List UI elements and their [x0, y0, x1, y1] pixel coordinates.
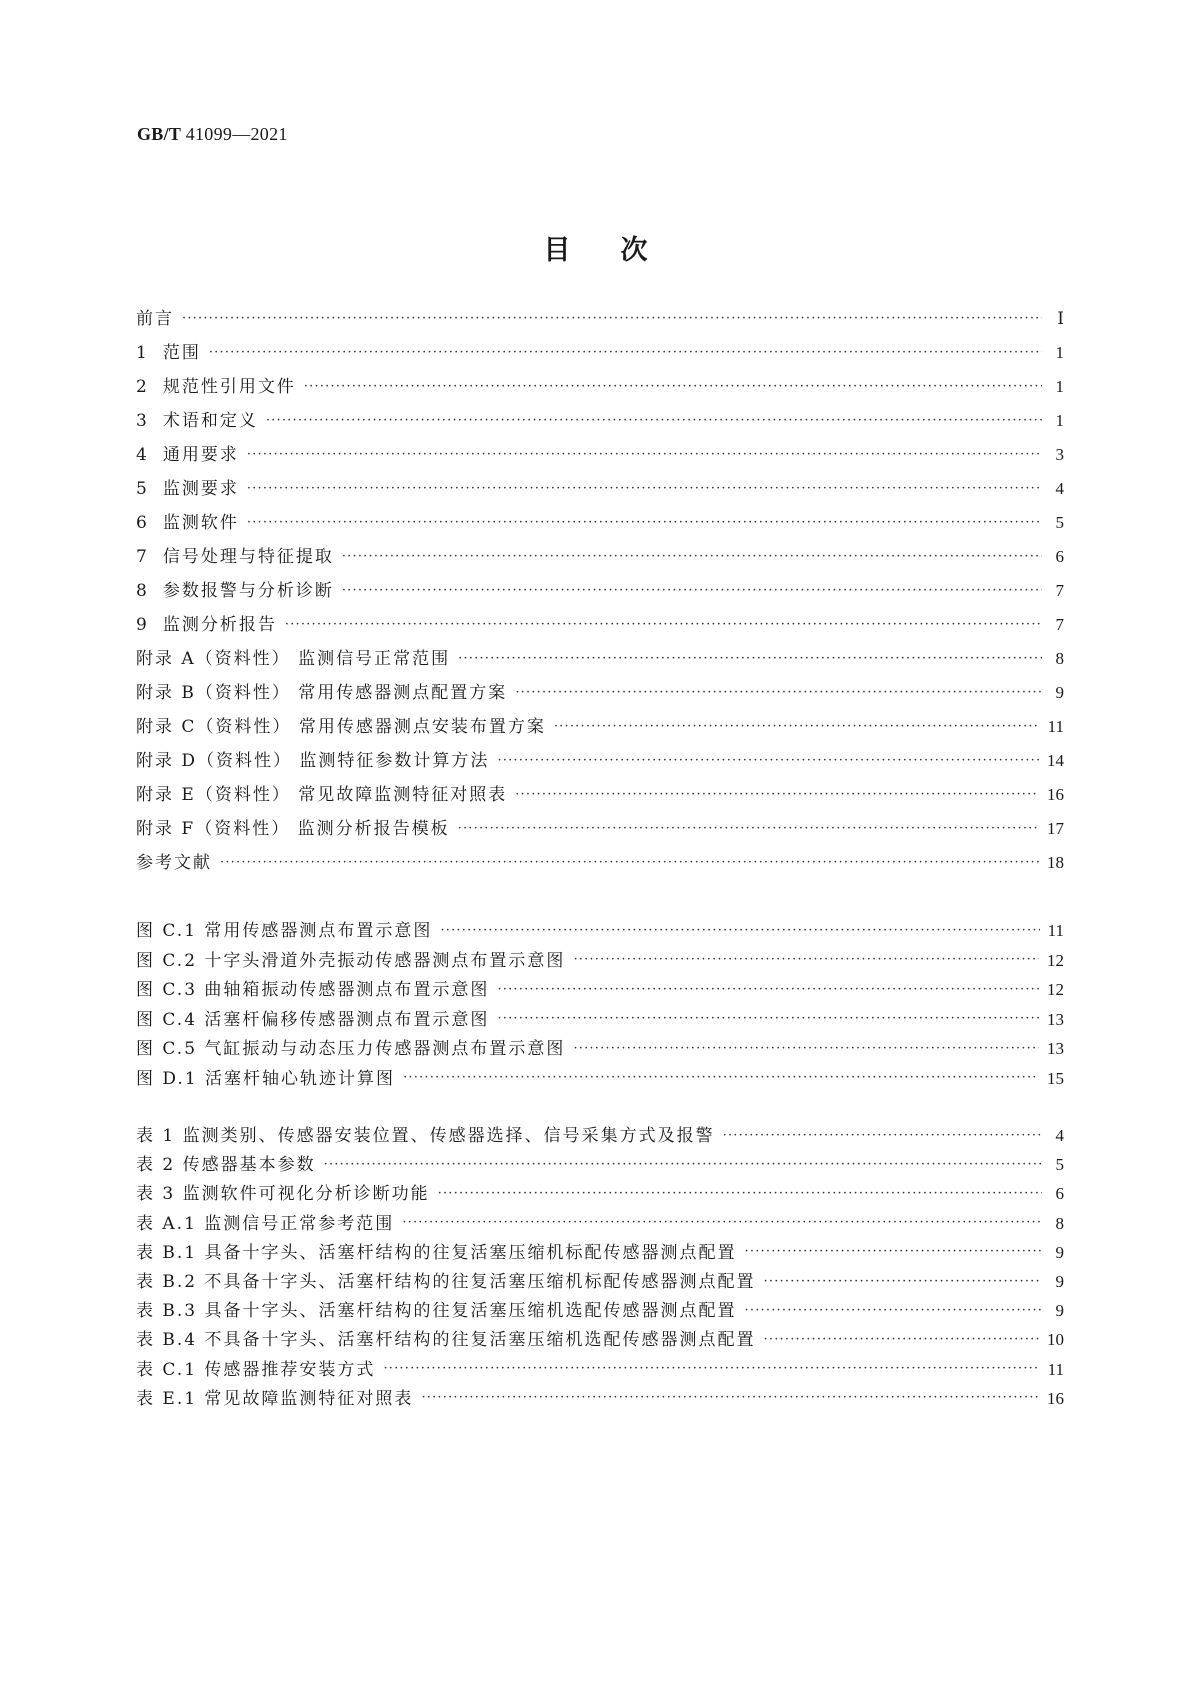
toc-entry[interactable]	[136, 302, 1064, 336]
toc-page-number: 1	[1055, 377, 1064, 396]
toc-entry-label	[136, 778, 507, 812]
dot-leader	[209, 346, 1042, 360]
toc-page-number: 11	[1047, 717, 1064, 736]
toc-entry-label	[136, 336, 201, 370]
toc-page-number: 7	[1055, 615, 1064, 634]
toc-entry-label	[136, 1035, 565, 1065]
toc-entry-number: 1	[136, 343, 147, 363]
toc-entry-title: 附录 D（资料性） 监测特征参数计算方法	[136, 751, 490, 771]
dot-leader	[421, 1391, 1039, 1405]
dot-leader	[440, 924, 1039, 938]
toc-page-number: 5	[1055, 513, 1064, 532]
toc-entry-title: 表 B.1 具备十字头、活塞杆结构的往复活塞压缩机标配传感器测点配置	[136, 1242, 737, 1263]
toc-entry-label	[136, 1385, 413, 1414]
toc-entry[interactable]	[136, 676, 1064, 710]
toc-entry-title: 附录 C（资料性） 常用传感器测点安装布置方案	[136, 717, 546, 737]
table-list-entry[interactable]	[136, 1179, 1064, 1208]
dot-leader	[515, 788, 1039, 802]
toc-page-number: 7	[1055, 581, 1064, 600]
toc-entry-label	[136, 846, 212, 880]
toc-entry-title: 图 D.1 活塞杆轴心轨迹计算图	[136, 1068, 396, 1089]
toc-entry-title: 规范性引用文件	[162, 377, 296, 397]
dot-leader	[324, 1158, 1042, 1172]
dot-leader	[764, 1333, 1039, 1347]
toc-page-number: 13	[1047, 1009, 1064, 1029]
toc-entry[interactable]	[136, 438, 1064, 472]
toc-entry-number: 4	[136, 445, 147, 465]
toc-entry-title: 表 A.1 监测信号正常参考范围	[136, 1213, 395, 1234]
dot-leader	[573, 1042, 1039, 1056]
table-list-entry[interactable]	[136, 1267, 1064, 1296]
dot-leader	[458, 822, 1039, 836]
toc-entry-title: 参考文献	[136, 853, 212, 873]
toc-entry-title: 前言	[136, 309, 174, 329]
toc-page-number: 16	[1047, 1388, 1064, 1408]
toc-entry-title: 通用要求	[162, 445, 239, 465]
dot-leader	[403, 1071, 1039, 1085]
toc-entry-label	[136, 1180, 430, 1209]
toc-entry-title: 表 1 监测类别、传感器安装位置、传感器选择、信号采集方式及报警	[136, 1126, 715, 1146]
figure-list-entry[interactable]	[136, 946, 1064, 976]
toc-entry-title: 表 C.1 传感器推荐安装方式	[136, 1359, 376, 1380]
toc-entry-title: 表 2 传感器基本参数	[136, 1155, 316, 1176]
toc-entry-label	[136, 1210, 394, 1239]
dot-leader	[515, 686, 1042, 700]
toc-page-number: 8	[1055, 649, 1064, 668]
toc-entry-title: 范围	[162, 343, 201, 363]
table-list-entry[interactable]	[136, 1325, 1064, 1354]
toc-entry-title: 监测分析报告	[162, 615, 277, 635]
standard-code	[137, 124, 288, 145]
table-list-entry[interactable]	[136, 1296, 1064, 1325]
figure-list-entry[interactable]	[136, 1005, 1064, 1035]
toc-entry-label	[136, 812, 450, 846]
toc-entry-label	[136, 574, 334, 608]
toc-entry-label	[136, 1268, 756, 1297]
table-list-entry[interactable]	[136, 1121, 1064, 1150]
toc-page-number: Ⅰ	[1057, 309, 1064, 328]
toc-entry-label	[136, 1151, 316, 1180]
dot-leader	[402, 1216, 1042, 1230]
toc-entry[interactable]	[136, 812, 1064, 846]
figure-toc-list	[136, 916, 1064, 1093]
toc-entry-label	[136, 1297, 737, 1326]
toc-entry-title: 附录 B（资料性） 常用传感器测点配置方案	[136, 683, 508, 703]
toc-entry[interactable]	[136, 778, 1064, 812]
toc-page-number: 11	[1047, 1359, 1064, 1379]
toc-entry[interactable]	[136, 472, 1064, 506]
toc-entry-title: 表 B.3 具备十字头、活塞杆结构的往复活塞压缩机选配传感器测点配置	[136, 1301, 737, 1322]
dot-leader	[383, 1362, 1039, 1376]
table-list-entry[interactable]	[136, 1238, 1064, 1267]
dot-leader	[342, 550, 1042, 564]
toc-entry[interactable]	[136, 370, 1064, 404]
toc-entry-title: 表 B.4 不具备十字头、活塞杆结构的往复活塞压缩机选配传感器测点配置	[136, 1330, 756, 1351]
dot-leader	[723, 1129, 1042, 1143]
toc-page-number: 6	[1055, 1184, 1064, 1204]
toc-entry-title: 图 C.1 常用传感器测点布置示意图	[136, 921, 433, 941]
main-toc-list	[136, 302, 1064, 880]
toc-entry-label	[136, 472, 239, 506]
dot-leader	[438, 1187, 1042, 1201]
toc-entry-title: 图 C.4 活塞杆偏移传感器测点布置示意图	[136, 1009, 490, 1030]
toc-page-number: 8	[1055, 1213, 1064, 1233]
figure-list-entry[interactable]	[136, 916, 1064, 946]
toc-page-number: 4	[1055, 1126, 1064, 1145]
table-list-entry[interactable]	[136, 1209, 1064, 1238]
dot-leader	[247, 516, 1042, 530]
toc-entry[interactable]	[136, 744, 1064, 778]
toc-page-number: 4	[1055, 479, 1064, 498]
toc-entry-label	[136, 1239, 737, 1268]
toc-entry-title: 图 C.3 曲轴箱振动传感器测点布置示意图	[136, 980, 490, 1000]
table-list-entry[interactable]	[136, 1355, 1064, 1384]
toc-page-number: 9	[1055, 683, 1064, 702]
toc-page-number: 12	[1047, 950, 1064, 970]
toc-page-number: 18	[1047, 853, 1064, 872]
dot-leader	[247, 448, 1042, 462]
toc-entry-title: 附录 F（资料性） 监测分析报告模板	[136, 819, 450, 839]
figure-list-entry[interactable]	[136, 1034, 1064, 1064]
toc-entry[interactable]	[136, 404, 1064, 438]
toc-entry-label	[136, 676, 507, 710]
toc-page-number: 9	[1055, 1242, 1064, 1262]
toc-entry-title: 信号处理与特征提取	[162, 547, 334, 567]
toc-entry[interactable]	[136, 608, 1064, 642]
toc-page-number: 10	[1047, 1330, 1064, 1350]
toc-page-number: 14	[1047, 751, 1064, 770]
toc-entry-title: 表 B.2 不具备十字头、活塞杆结构的往复活塞压缩机标配传感器测点配置	[136, 1271, 756, 1292]
toc-entry-title: 附录 A（资料性） 监测信号正常范围	[136, 649, 451, 669]
dot-leader	[745, 1304, 1042, 1318]
figure-list-entry[interactable]	[136, 1064, 1064, 1094]
toc-entry-label	[136, 947, 565, 977]
standard-prefix: GB/T	[137, 124, 181, 144]
toc-entry-label	[136, 506, 239, 540]
toc-entry-label	[136, 302, 174, 336]
toc-entry-label	[136, 438, 239, 472]
toc-entry-title: 监测软件	[162, 513, 239, 533]
toc-entry-number: 8	[136, 581, 147, 601]
page-title: 目次	[543, 235, 698, 266]
toc-page-number: 11	[1047, 921, 1064, 940]
toc-entry-label	[136, 917, 432, 947]
toc-entry-number: 3	[136, 411, 147, 431]
toc-entry[interactable]	[136, 846, 1064, 880]
toc-entry-label	[136, 642, 450, 676]
toc-entry-label	[136, 710, 546, 744]
toc-entry-title: 图 C.5 气缸振动与动态压力传感器测点布置示意图	[136, 1039, 566, 1059]
toc-page-number: 1	[1055, 411, 1064, 430]
toc-entry-number: 9	[136, 615, 147, 635]
table-list-entry[interactable]	[136, 1150, 1064, 1179]
toc-page-number: 16	[1047, 785, 1064, 804]
toc-page-number: 6	[1055, 547, 1064, 566]
toc-entry[interactable]	[136, 642, 1064, 676]
dot-leader	[247, 482, 1042, 496]
dot-leader	[745, 1245, 1042, 1259]
dot-leader	[304, 380, 1042, 394]
toc-page-number: 5	[1055, 1155, 1064, 1175]
dot-leader	[220, 856, 1039, 870]
toc-entry-title: 术语和定义	[162, 411, 258, 431]
toc-entry-label	[136, 608, 277, 642]
toc-entry-title: 图 C.2 十字头滑道外壳振动传感器测点布置示意图	[136, 950, 566, 971]
toc-page-number: 12	[1047, 980, 1064, 999]
dot-leader	[554, 720, 1040, 734]
toc-entry[interactable]	[136, 506, 1064, 540]
toc-entry-label	[136, 370, 296, 404]
toc-entry[interactable]	[136, 574, 1064, 608]
dot-leader	[458, 652, 1042, 666]
toc-entry-label	[136, 1065, 395, 1095]
dot-leader	[497, 754, 1039, 768]
dot-leader	[573, 953, 1039, 967]
toc-page-number: 1	[1055, 343, 1064, 362]
toc-entry-label	[136, 1122, 715, 1151]
toc-entry-title: 参数报警与分析诊断	[162, 581, 334, 601]
toc-entry-number: 6	[136, 513, 147, 533]
toc-entry-label	[136, 1006, 489, 1036]
toc-entry-label	[136, 404, 258, 438]
toc-entry-label	[136, 540, 334, 574]
dot-leader	[497, 983, 1039, 997]
figure-list-entry[interactable]	[136, 975, 1064, 1005]
toc-entry-number: 7	[136, 547, 147, 567]
dot-leader	[497, 1012, 1039, 1026]
toc-page-number: 3	[1055, 445, 1064, 464]
toc-page-number: 15	[1047, 1068, 1064, 1088]
table-toc-list	[136, 1121, 1064, 1413]
toc-entry-number: 5	[136, 479, 147, 499]
table-list-entry[interactable]	[136, 1384, 1064, 1413]
dot-leader	[266, 414, 1042, 428]
toc-entry[interactable]	[136, 710, 1064, 744]
dot-leader	[182, 312, 1042, 326]
dot-leader	[285, 618, 1042, 632]
toc-entry-label	[136, 976, 489, 1006]
toc-entry[interactable]	[136, 540, 1064, 574]
toc-entry-title: 表 E.1 常见故障监测特征对照表	[136, 1388, 414, 1409]
toc-page-number: 13	[1047, 1039, 1064, 1058]
toc-entry-label	[136, 1356, 375, 1385]
toc-page-number: 17	[1047, 819, 1064, 838]
toc-entry-title: 附录 E（资料性） 常见故障监测特征对照表	[136, 785, 508, 805]
dot-leader	[342, 584, 1042, 598]
dot-leader	[764, 1275, 1042, 1289]
toc-entry-title: 表 3 监测软件可视化分析诊断功能	[136, 1184, 430, 1205]
toc-entry-number: 2	[136, 377, 147, 397]
toc-entry[interactable]	[136, 336, 1064, 370]
toc-entry-label	[136, 1326, 756, 1355]
toc-page-number: 9	[1055, 1271, 1064, 1291]
toc-entry-label	[136, 744, 489, 778]
standard-number: 41099—2021	[185, 124, 288, 144]
toc-entry-title: 监测要求	[162, 479, 239, 499]
toc-page-number: 9	[1055, 1301, 1064, 1321]
